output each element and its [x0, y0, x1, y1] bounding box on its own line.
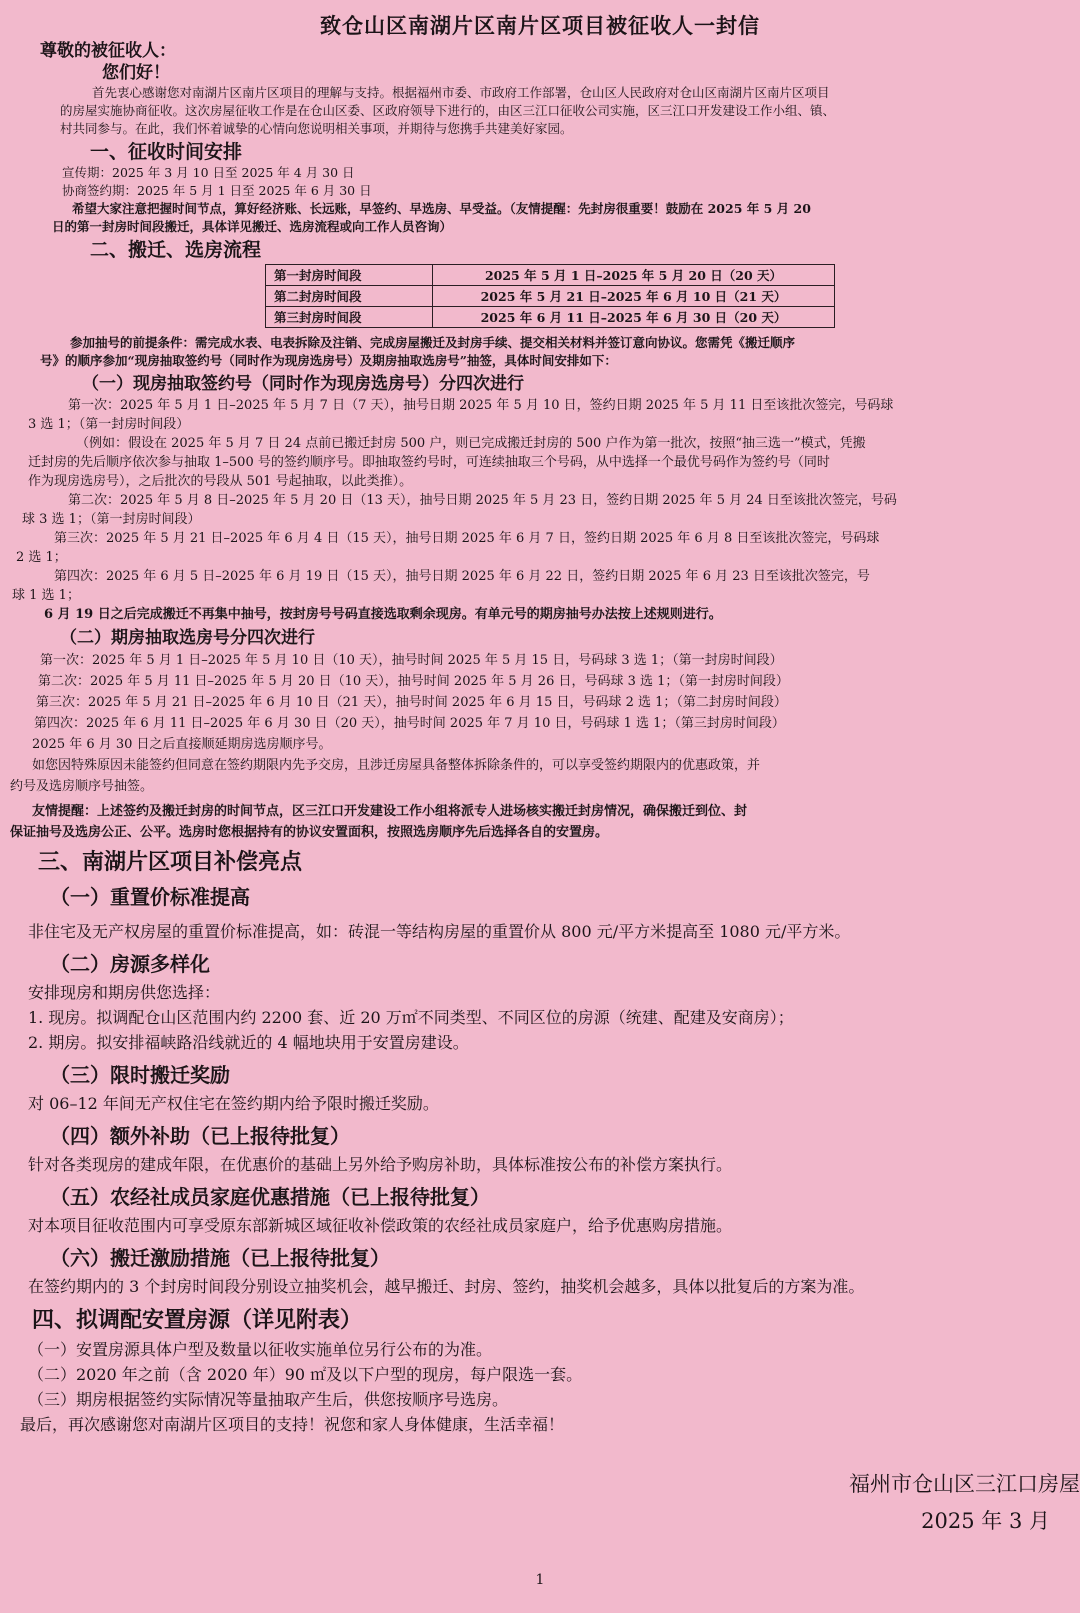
body-line: 3 选 1；（第一封房时间段） — [28, 417, 190, 432]
premise-line: 参加抽号的前提条件：需完成水表、电表拆除及注销、完成房屋搬迁及封房手续、提交相关材料并签订意向协议。您需凭《搬迁顺序 — [70, 335, 796, 350]
section2-heading: 二、搬迁、选房流程 — [90, 239, 262, 261]
section4-heading: 四、拟调配安置房源（详见附表） — [32, 1307, 363, 1333]
highlight-line: 非住宅及无产权房屋的重置价标准提高，如：砖混一等结构房屋的重置价从 800 元/平方米提高至 1080 元/平方米。 — [28, 922, 851, 941]
section1-line: 希望大家注意把握时间节点，算好经济账、长远账，早签约、早选房、早受益。（友情提醒：先封房很重要！鼓励在 2025 年 5 月 20 — [72, 201, 811, 216]
section4-line: （三）期房根据签约实际情况等量抽取产生后，供您按顺序号选房。 — [28, 1390, 509, 1409]
body-line: 第三次：2025 年 5 月 21 日–2025 年 6 月 4 日（15 天），抽号日期 2025 年 6 月 7 日，签约日期 2025 年 6 月 8 日至该批次签完，号码球 — [54, 531, 880, 546]
subsection-heading: （一）现房抽取签约号（同时作为现房选房号）分四次进行 — [82, 374, 524, 394]
section1-line: 宣传期：2025 年 3 月 10 日至 2025 年 4 月 30 日 — [62, 165, 355, 180]
intro-line: 的房屋实施协商征收。这次房屋征收工作是在仓山区委、区政府领导下进行的，由区三江口征收公司实施，区三江口开发建设工作小组、镇、 — [60, 103, 836, 118]
section1-body — [10, 164, 1070, 236]
section1-line: 日的第一封房时间段搬迁，具体详见搬迁、选房流程或向工作人员咨询） — [52, 219, 453, 234]
subsection2-body — [10, 650, 1070, 755]
body-line: 第一次：2025 年 5 月 1 日–2025 年 5 月 10 日（10 天），抽号时间 2025 年 5 月 15 日，号码球 3 选 1；（第一封房时间段） — [40, 653, 783, 668]
greeting: 尊敬的被征收人： — [40, 41, 176, 61]
subsection1-body — [10, 396, 1070, 624]
body-line: 第一次：2025 年 5 月 1 日–2025 年 5 月 7 日（7 天），抽号日期 2025 年 5 月 10 日，签约日期 2025 年 5 月 11 日至该批次签完，号码球 — [68, 398, 894, 413]
section1-line: 协商签约期：2025 年 5 月 1 日至 2025 年 6 月 30 日 — [62, 183, 372, 198]
section1-heading: 一、征收时间安排 — [90, 141, 243, 163]
table-row — [266, 286, 835, 307]
table-row — [266, 307, 835, 328]
body-line: 第四次：2025 年 6 月 11 日–2025 年 6 月 30 日（20 天），抽号时间 2025 年 7 月 10 日，号码球 1 选 1；（第三封房时间段） — [34, 716, 785, 731]
page-title: 致仓山区南湖片区南片区项目被征收人一封信 — [320, 13, 760, 38]
premise-line: 号》的顺序参加“现房抽取签约号（同时作为现房选房号）及期房抽取选房号”抽签，具体时间安排如下： — [40, 353, 617, 368]
highlight-item — [10, 1122, 1070, 1177]
section3-heading: 三、南湖片区项目补偿亮点 — [38, 849, 303, 875]
highlight-line: 1. 现房。拟调配仓山区范围内约 2200 套、近 20 万㎡不同类型、不同区位的房源（统建、配建及安商房）； — [28, 1008, 794, 1027]
highlight-line: 安排现房和期房供您选择： — [28, 983, 221, 1002]
table-cell: 第三封房时间段 — [266, 307, 433, 328]
body-line: 6 月 19 日之后完成搬迁不再集中抽号，按封房号号码直接选取剩余现房。有单元号的期房抽号办法按上述规则进行。 — [44, 607, 722, 622]
body-line: 第四次：2025 年 6 月 5 日–2025 年 6 月 19 日（15 天），抽号日期 2025 年 6 月 22 日，签约日期 2025 年 6 月 23 日至该批次签完，号 — [54, 569, 870, 584]
body-line: 如您因特殊原因未能签约但同意在签约期限内先予交房，且涉迁房屋具备整体拆除条件的，可以享受签约期限内的优惠政策，并 — [32, 758, 761, 773]
closing-line: 最后，再次感谢您对南湖片区项目的支持！祝您和家人身体健康，生活幸福！ — [20, 1415, 565, 1434]
highlight-heading: （五）农经社成员家庭优惠措施（已上报待批复） — [50, 1185, 490, 1209]
table-cell: 2025 年 5 月 1 日–2025 年 5 月 20 日（20 天） — [433, 265, 835, 286]
highlight-heading: （二）房源多样化 — [50, 952, 210, 976]
table-row — [266, 265, 835, 286]
intro-line: 村共同参与。在此，我们怀着诚挚的心情向您说明相关事项，并期待与您携手共建美好家园。 — [60, 121, 573, 136]
highlight-heading: （三）限时搬迁奖励 — [50, 1063, 230, 1087]
highlight-line: 对本项目征收范围内可享受原东部新城区域征收补偿政策的农经社成员家庭户，给予优惠购房措施。 — [28, 1216, 733, 1235]
reminder-paragraph — [10, 801, 1070, 843]
body-line: 迁封房的先后顺序依次参与抽取 1–500 号的签约顺序号。即抽取签约号时，可连续抽取三个号码，从中选择一个最优号码作为签约号（同时 — [28, 455, 830, 470]
table-cell: 2025 年 5 月 21 日–2025 年 6 月 10 日（21 天） — [433, 286, 835, 307]
highlight-item — [10, 1061, 1070, 1116]
table-cell: 2025 年 6 月 11 日–2025 年 6 月 30 日（20 天） — [433, 307, 835, 328]
greeting-2: 您们好！ — [102, 63, 170, 83]
highlight-line: 2. 期房。拟安排福峡路沿线就近的 4 幅地块用于安置房建设。 — [28, 1033, 469, 1052]
highlight-line: 在签约期内的 3 个封房时间段分别设立抽奖机会，越早搬迁、封房、签约，抽奖机会越多，具体以批复后的方案为准。 — [28, 1277, 865, 1296]
highlight-heading: （六）搬迁激励措施（已上报待批复） — [50, 1246, 390, 1270]
intro-paragraph — [10, 84, 1070, 138]
highlight-item — [10, 1244, 1070, 1299]
signature: 福州市仓山区三江口房屋 — [849, 1472, 1080, 1496]
highlight-heading: （一）重置价标准提高 — [50, 885, 250, 909]
body-line: 球 3 选 1；（第一封房时间段） — [22, 512, 201, 527]
body-line: 2 选 1； — [16, 550, 67, 565]
table-cell: 第二封房时间段 — [266, 286, 433, 307]
section4-line: （二）2020 年之前（含 2020 年）90 ㎡及以下户型的现房，每户限选一套。 — [28, 1365, 583, 1384]
body-line: （例如：假设在 2025 年 5 月 7 日 24 点前已搬迁封房 500 户，则已完成搬迁封房的 500 户作为第一批次，按照“抽三选一”模式，凭搬 — [76, 436, 866, 451]
intro-line: 首先衷心感谢您对南湖片区南片区项目的理解与支持。根据福州市委、市政府工作部署，仓山区人民政府对仓山区南湖片区南片区项目 — [92, 85, 830, 100]
premise-paragraph — [10, 334, 1070, 370]
page-number: 1 — [535, 1572, 545, 1588]
body-line: 第二次：2025 年 5 月 8 日–2025 年 5 月 20 日（13 天），抽号日期 2025 年 5 月 23 日，签约日期 2025 年 5 月 24 日至该批次签完，号码 — [68, 493, 897, 508]
body-line: 2025 年 6 月 30 日之后直接顺延期房选房顺序号。 — [32, 737, 332, 752]
signature-date: 2025 年 3 月 — [921, 1509, 1050, 1533]
highlight-item — [10, 883, 1070, 944]
body-line: 第二次：2025 年 5 月 11 日–2025 年 5 月 20 日（10 天），抽号时间 2025 年 5 月 26 日，号码球 3 选 1；（第一封房时间段） — [38, 674, 789, 689]
highlight-line: 对 06–12 年间无产权住宅在签约期内给予限时搬迁奖励。 — [28, 1094, 439, 1113]
section4-line: （一）安置房源具体户型及数量以征收实施单位另行公布的为准。 — [28, 1340, 493, 1359]
body-line: 约号及选房顺序号抽签。 — [10, 779, 154, 794]
highlight-heading: （四）额外补助（已上报待批复） — [50, 1124, 350, 1148]
highlight-item — [10, 950, 1070, 1055]
table-cell: 第一封房时间段 — [266, 265, 433, 286]
subsection-heading: （二）期房抽取选房号分四次进行 — [60, 628, 315, 648]
body-line: 友情提醒：上述签约及搬迁封房的时间节点，区三江口开发建设工作小组将派专人进场核实搬迁封房情况，确保搬迁到位、封 — [32, 804, 748, 819]
highlight-line: 针对各类现房的建成年限，在优惠价的基础上另外给予购房补助，具体标准按公布的补偿方案执行。 — [28, 1155, 733, 1174]
body-line: 球 1 选 1； — [12, 588, 80, 603]
body-line: 第三次：2025 年 5 月 21 日–2025 年 6 月 10 日（21 天），抽号时间 2025 年 6 月 15 日，号码球 2 选 1；（第二封房时间段） — [36, 695, 787, 710]
highlight-item — [10, 1183, 1070, 1238]
body-line: 作为现房选房号），之后批次的号段从 501 号起抽取，以此类推）。 — [28, 474, 413, 489]
body-line: 保证抽号及选房公正、公平。选房时您根据持有的协议安置面积，按照选房顺序先后选择各自的安置房。 — [10, 825, 609, 840]
sealing-period-table — [265, 264, 835, 328]
special-paragraph — [10, 755, 1070, 797]
